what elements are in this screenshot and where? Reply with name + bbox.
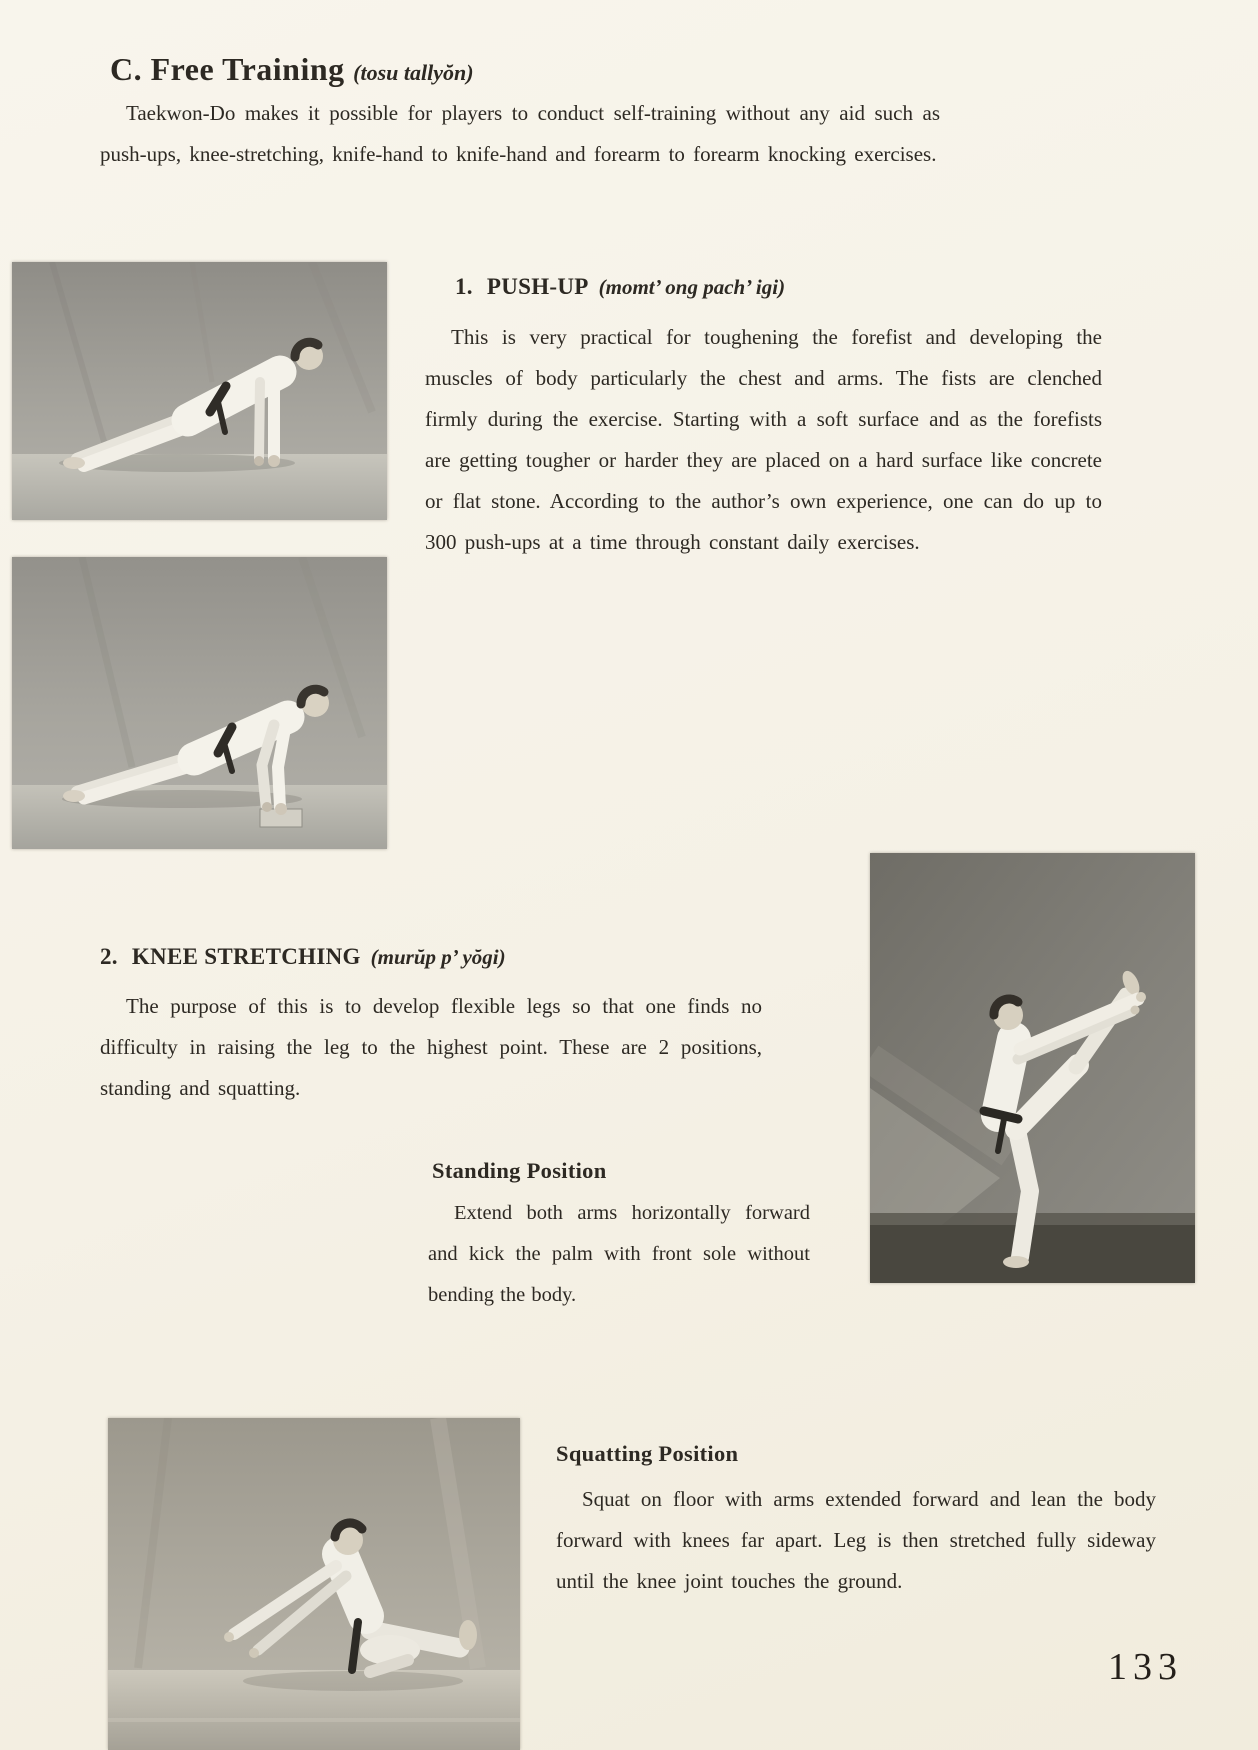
section-knee-stretching-body: The purpose of this is to develop flexible legs so that one finds no difficulty in raising the leg to the highest point. These are 2 positions, standing and squatting. xyxy=(100,994,762,1100)
section-pushup-title: PUSH-UP xyxy=(486,274,589,300)
section-pushup-body: This is very practical for toughening the forefist and developing the muscles of body particularly the chest and arms. The fists are clenched firmly during the exercise. Starting with a soft surface and as the forefists are getting tougher or harder they are placed on a hard surface like concrete or flat stone. According to the author’s own experience, one can do up to 300 push-ups at a time through constant daily exercises. xyxy=(425,325,1102,554)
section-knee-stretching-title: KNEE STRETCHING xyxy=(131,944,361,970)
subsection-squatting-body: Squat on floor with arms extended forward and lean the body forward with knees far apart. Leg is then stretched fully sideway until the knee joint touches the ground. xyxy=(556,1487,1156,1593)
squatting-stretch-illustration xyxy=(108,1418,520,1750)
subsection-standing-body: Extend both arms horizontally forward and kick the palm with front sole without bending the body. xyxy=(428,1201,810,1306)
section-knee-stretching-heading xyxy=(100,944,506,970)
page-title-text: C. Free Training xyxy=(110,51,345,88)
section-pushup-heading xyxy=(455,274,785,300)
standing-stretch-illustration xyxy=(870,853,1195,1283)
pushup-bottom-illustration xyxy=(12,557,387,849)
subsection-standing-heading: Standing Position xyxy=(432,1157,607,1183)
intro-paragraph: Taekwon-Do makes it possible for players to conduct self-training without any aid such as push-ups, knee-stretching, knife-hand to knife-hand and forearm to forearm knocking exercises. xyxy=(100,101,940,166)
page-number: 133 xyxy=(1108,1646,1183,1688)
photo-standing-stretch xyxy=(870,853,1195,1283)
subsection-squatting-heading: Squatting Position xyxy=(556,1440,739,1466)
photo-pushup-bottom xyxy=(12,557,387,849)
page-title-romanization: (tosu tallyŏn) xyxy=(353,60,474,86)
photo-pushup-top xyxy=(12,262,387,520)
section-knee-stretching-number: 2. xyxy=(100,944,118,970)
section-pushup-romanization: (momt’ ong pach’ igi) xyxy=(598,275,786,300)
photo-squatting-stretch xyxy=(108,1418,520,1750)
page-title xyxy=(110,51,474,88)
section-pushup-number: 1. xyxy=(455,274,473,300)
pushup-top-illustration xyxy=(12,262,387,520)
section-knee-stretching-romanization: (murŭp p’ yŏgi) xyxy=(370,945,506,970)
